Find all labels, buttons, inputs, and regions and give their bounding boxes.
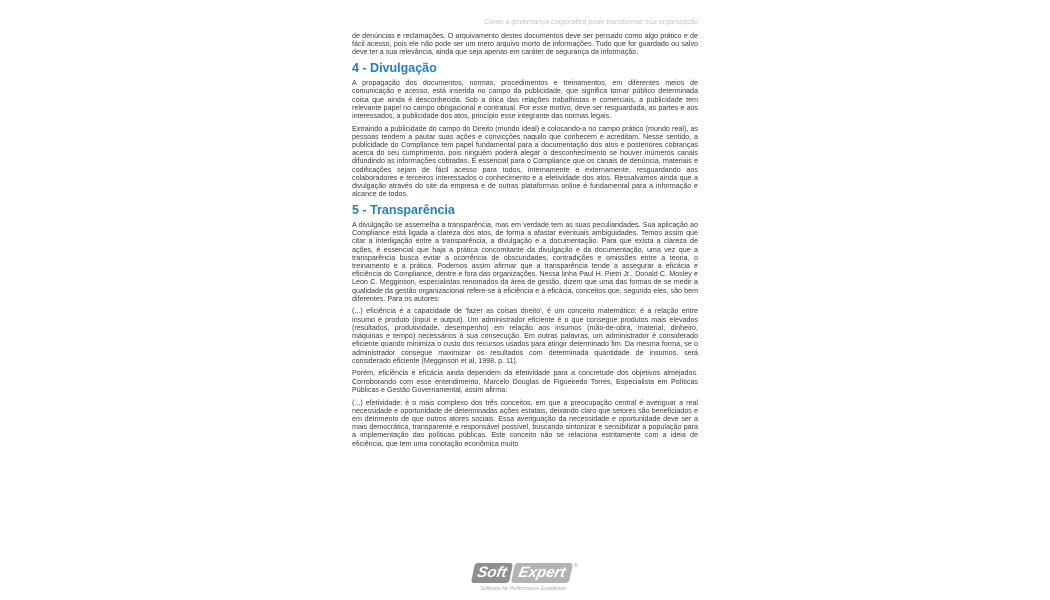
logo-word-expert: Expert xyxy=(511,563,573,583)
section-5-paragraph-2: Porém, eficiência e eficácia ainda dependem da efetividade para a concretude dos objetivos almejados. Corroborando com esse entendimento, Marcelo Douglas de Figueiredo Torres, Especialista em Políticas Públicas e Gestão Governamental, assim afirma: xyxy=(352,369,698,394)
section-4-paragraph-1: A propagação dos documentos, normas, procedimentos e treinamentos, em diferentes meios de comunicação e acesso, está inserida no campo da publicidade, que significa tornar público determinada coisa que ainda é desconhecida. Sob a ótica das relações trabalhistas e comerciais, a publicidade tem relevante papel no campo obrigacional e contratual. Por esse motivo, deve ser resguardada, as partes e aos interessados, a publicidade dos atos, princípio esse integrante das normas legais. xyxy=(352,79,698,120)
logo-word-soft: Soft xyxy=(471,563,513,583)
section-4-paragraph-2: Extraindo a publicidade do campo do Direito (mundo ideal) e colocando-a no campo prático (mundo real), as pessoas tendem a pautar suas ações e convicções naquilo que conhecem e acreditam. Nesse sentido, a publicidade do Compliance tem papel fundamental para a documentação dos atos e posteriores cobranças acerca do seu cumprimento, pois ninguém poderá alegar o desconhecimento se houver inúmeros canais difundindo as informações cobradas. É essencial para o Compliance que os canais de denúncia, materiais e codificações sejam de fácil acesso para todos, internamente e externamente, resguardando aos colaboradores e terceiros interessados o conhecimento e a efetividade dos atos. Ressalvamos ainda que a divulgação através do site da empresa e de outras plataformas online é fundamental para a informação e alcance de todos. xyxy=(352,124,698,199)
section-5-quote-1: (...) eficiência é a capacidade de 'fazer as coisas direito', é um conceito matemático: é a relação entre insumo e produto (input e output). Um administrador eficiente é o que consegue produtos mais elevados (resultados, produtividade, desempenho) em relação aos insumos (mão-de-obra, material, dinheiro, máquinas e tempo) necessários à sua consecução. Em outras palavras, um administrador é considerado eficiente quando minimiza o custo dos recursos usados para atingir determinado fim. Da mesma forma, se o administrador consegue maximizar os resultados com determinada quantidade de insumos, será considerado eficiente (Megginson et al, 1998, p. 11). xyxy=(352,307,698,365)
registered-mark: ® xyxy=(574,563,578,569)
section-5-paragraph-1: A divulgação se assemelha a transparência, mas em verdade tem as suas peculiaridades. Sua aplicação ao Compliance está ligada a clareza dos atos, de forma a afastar eventuais ambiguidades. Temos assim que citar a interligação entre a transparência, a divulgação e a documentação. Para que exista a clareza de ações, é essencial que haja a prática concomitante da divulgação e da documentação, uma vez que a transparência busca evitar a ocorrência de obscuridades, contradições e omissões entre a teoria, o treinamento e a prática. Podemos assim afirmar que a transparência tende a assegurar a eficácia e eficiência do Compliance, dentre e fora das organizações. Nessa linha Paul H. Pietri Jr., Donald C. Mosley e Leon C. Megginson, especialistas renomados da área de gestão, dizem que uma das formas de se medir a qualidade da gestão organizacional refere-se à eficiência e à eficácia, conceitos que, segundo eles, são bem diferentes. Para os autores: xyxy=(352,220,698,303)
section-4-heading: 4 - Divulgação xyxy=(352,61,437,76)
softexpert-logo xyxy=(471,563,581,597)
page-content xyxy=(352,32,698,452)
section-5-quote-2: (...) efetividade: é o mais complexo dos três conceitos, em que a preocupação central é averiguar a real necessidade e oportunidade de determinadas ações estatais, deixando claro que setores são beneficiados e em detrimento de que outros atores sociais. Essa averiguação da necessidade e oportunidade deve ser a mais democrática, transparente e responsável possível, buscando sintonizar e sensibilizar a população para a implementação das políticas públicas. Este conceito não se relaciona estritamente com a ideia de eficiência, que tem uma conotação econômica muito xyxy=(352,398,698,448)
intro-paragraph: de denúncias e reclamações. O arquivamento destes documentos deve ser pensado como algo prático e de fácil acesso, pois ele não pode ser um mero arquivo morto de informações. Tudo que for guardado ou salvo deve ter a sua relevância, ainda que seja apenas em caráter de segurança da informação. xyxy=(352,32,698,57)
running-header: Como a governança corporativa pode transformar sua organização xyxy=(484,17,698,26)
logo-tagline: Software for Performance Excellence xyxy=(480,586,566,592)
section-5-heading: 5 - Transparência xyxy=(352,202,455,217)
